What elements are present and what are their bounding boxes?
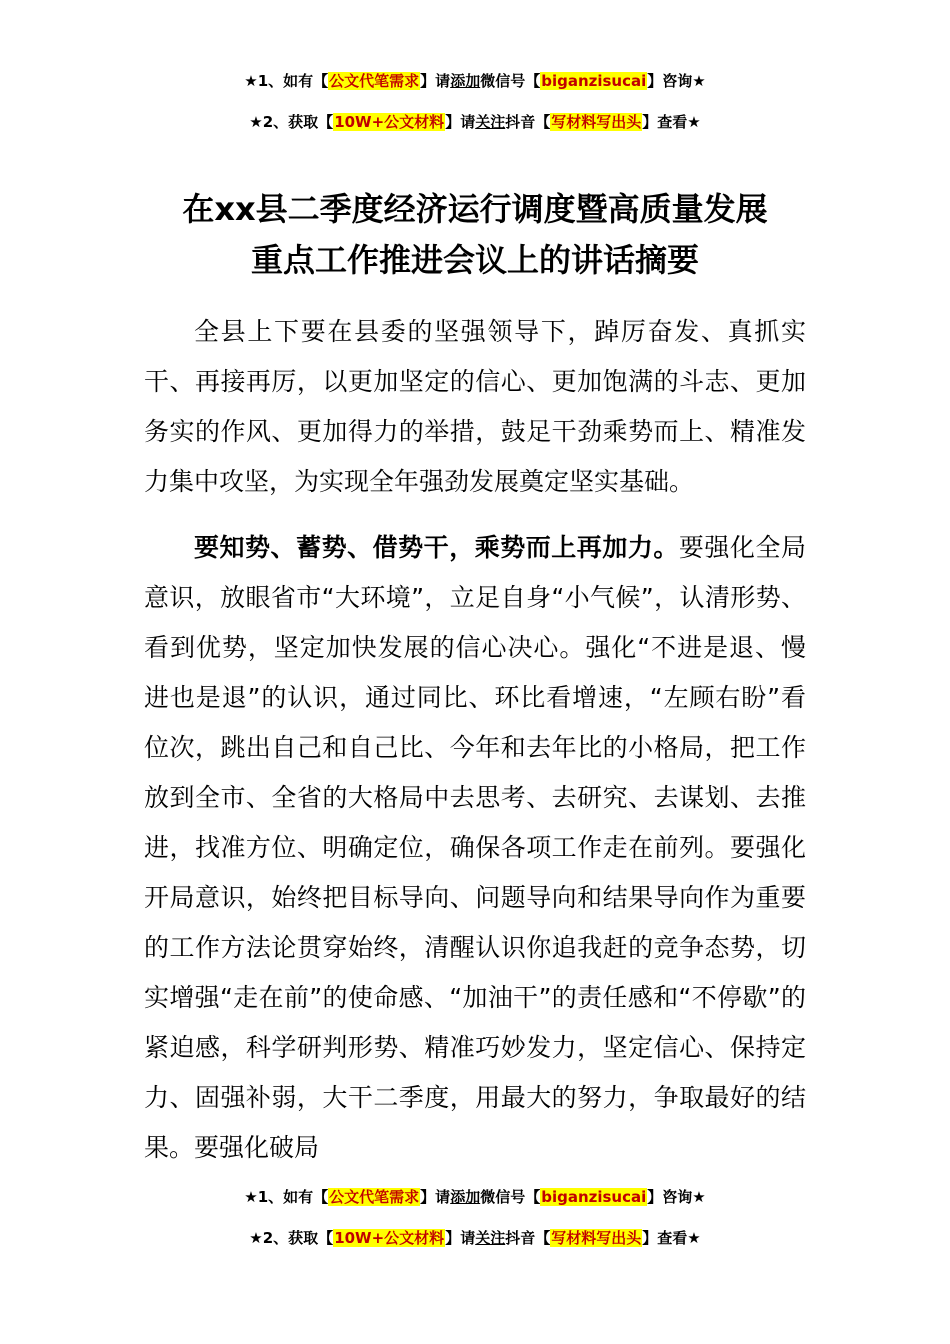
banner-text: 】请	[420, 1188, 451, 1206]
header-banner-line2	[0, 111, 950, 133]
banner-underline: 关注	[475, 113, 506, 131]
banner-underline: 添加	[450, 1188, 481, 1206]
banner-text: 】请	[445, 1229, 476, 1247]
header-banner-line1	[0, 70, 950, 92]
paragraph-text: 要强化全局意识，放眼省市“大环境”，立足自身“小气候”，认清形势、看到优势，坚定加快发展的信心决心。强化“不进是退、慢进也是退”的认识，通过同比、环比看增速，“左顾右盼”看位次，跳出自己和自己比、今年和去年比的小格局，把工作放到全市、全省的大格局中去思考、去研究、去谋划、去推进，找准方位、明确定位，确保各项工作走在前列。要强化开局意识，始终把目标导向、问题导向和结果导向作为重要的工作方法论贯穿始终，清醒认识你追我赶的竞争态势，切实增强“走在前”的使命感、“加油干”的责任感和“不停歇”的紧迫感，科学研判形势、精准巧妙发力，坚定信心、保持定力、固强补弱，大干二季度，用最大的努力，争取最好的结果。要强化破局	[144, 533, 806, 1162]
banner-highlight: biganzisucai	[541, 1188, 647, 1206]
banner-underline: 添加	[450, 72, 481, 90]
document-title-line2: 重点工作推进会议上的讲话摘要	[250, 241, 699, 279]
banner-prefix: ★1、如有【	[244, 72, 329, 90]
body-paragraph-1: 全县上下要在县委的坚强领导下，踔厉奋发、真抓实干、再接再厉，以更加坚定的信心、更加饱满的斗志、更加务实的作风、更加得力的举措，鼓足干劲乘势而上、精准发力集中攻坚，为实现全年强劲发展奠定坚实基础。	[144, 317, 806, 496]
banner-prefix: ★2、获取【	[249, 1229, 334, 1247]
banner-suffix: 】查看★	[642, 1229, 701, 1247]
banner-suffix: 】咨询★	[647, 1188, 706, 1206]
banner-prefix: ★2、获取【	[249, 113, 334, 131]
banner-prefix: ★1、如有【	[244, 1188, 329, 1206]
banner-highlight: 10W+公文材料	[334, 113, 445, 131]
banner-text: 微信号【	[480, 72, 541, 90]
banner-highlight: biganzisucai	[541, 72, 647, 90]
footer-banner-line1	[0, 1186, 950, 1208]
banner-highlight: 公文代笔需求	[329, 72, 420, 90]
banner-suffix: 】查看★	[642, 113, 701, 131]
banner-highlight: 写材料写出头	[551, 113, 642, 131]
banner-text: 】请	[445, 113, 476, 131]
banner-underline: 关注	[475, 1229, 506, 1247]
body-paragraph-2	[144, 523, 806, 1173]
banner-text: 微信号【	[480, 1188, 541, 1206]
footer-banner-line2	[0, 1227, 950, 1249]
banner-text: 抖音【	[505, 1229, 551, 1247]
paragraph-lead: 要知势、蓄势、借势干，乘势而上再加力。	[194, 533, 679, 562]
document-title-line1: 在xx县二季度经济运行调度暨高质量发展	[182, 190, 768, 228]
banner-suffix: 】咨询★	[647, 72, 706, 90]
banner-highlight: 公文代笔需求	[329, 1188, 420, 1206]
banner-text: 抖音【	[505, 113, 551, 131]
banner-highlight: 写材料写出头	[551, 1229, 642, 1247]
banner-text: 】请	[420, 72, 451, 90]
banner-highlight: 10W+公文材料	[334, 1229, 445, 1247]
